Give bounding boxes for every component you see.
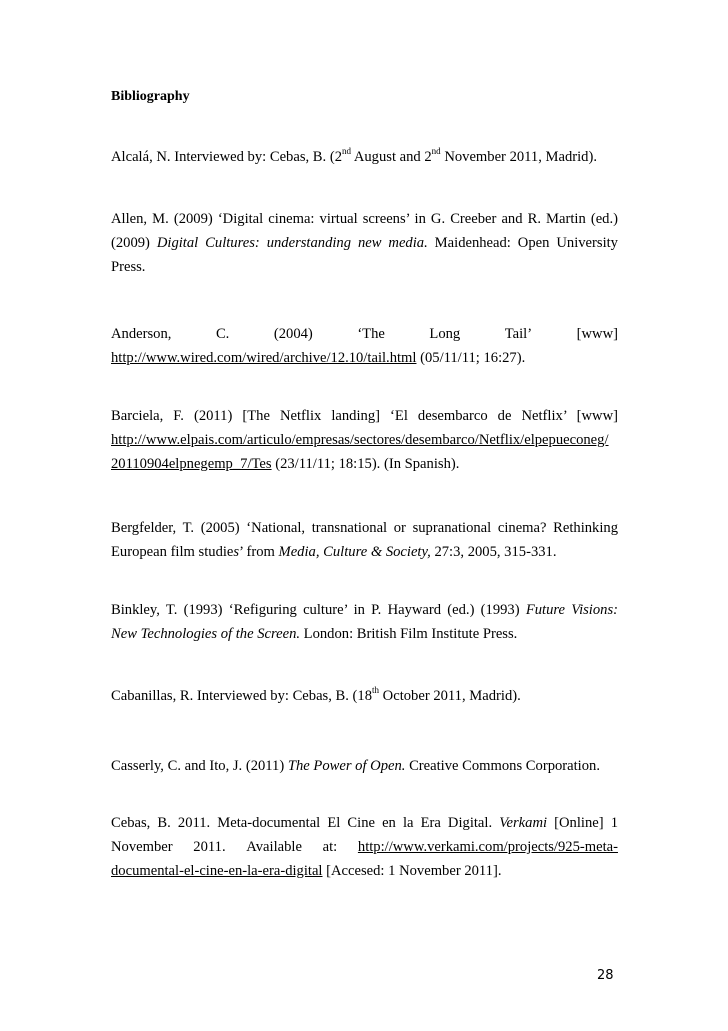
entry-word: Anderson, (111, 326, 172, 342)
superscript: th (372, 685, 380, 696)
barciela-url-link[interactable]: http://www.elpais.com/articulo/empresas/sectores/desembarco/Netflix/elpepueconeg/ (111, 432, 609, 448)
barciela-url-link-cont[interactable]: 20110904elpnegemp_7/Tes (111, 456, 272, 472)
cebas-url-link-cont[interactable]: documental-el-cine-en-la-era-digital (111, 863, 323, 879)
bib-entry-casserly (111, 754, 618, 778)
entry-text: Maidenhead: Open University Press. (111, 235, 618, 275)
entry-word: Long (429, 326, 461, 342)
entry-text: August and 2 (351, 149, 432, 165)
bib-entry-allen (111, 207, 618, 279)
book-title: The Power of Open. (287, 758, 406, 774)
entry-text: November 2011, Madrid). (440, 149, 597, 165)
book-title: Digital Cultures: understanding new media. (156, 235, 428, 251)
entry-word: November (111, 839, 173, 855)
superscript: nd (431, 146, 441, 157)
entry-text: Casserly, C. and Ito, J. (2011) (111, 758, 288, 774)
italic-letter: s (233, 544, 240, 560)
entry-word: Available (246, 839, 302, 855)
entry-text: [Accesed: 1 November 2011]. (322, 863, 502, 879)
bib-entry-cabanillas (111, 684, 618, 708)
justified-line (111, 835, 618, 859)
entry-word: Tail’ (504, 326, 533, 342)
entry-word: 2011. (193, 839, 226, 855)
entry-line (111, 811, 618, 835)
bibliography-heading: Bibliography (111, 89, 190, 104)
entry-text: Allen, M. (2009) ‘Digital cinema: virtual screens’ in G. Creeber and R. Martin (ed.) (2009) (111, 211, 618, 251)
entry-text: October 2011, Madrid). (379, 688, 521, 704)
entry-text: Cabanillas, R. Interviewed by: Cebas, B. (18 (111, 688, 373, 704)
cebas-url-link[interactable]: http://www.verkami.com/projects/925-meta- (357, 839, 618, 855)
bib-entry-bergfelder (111, 516, 618, 564)
entry-word: ‘The (357, 326, 385, 342)
journal-title: Media, Culture & Society, (278, 544, 431, 560)
bib-entry-binkley (111, 598, 618, 646)
entry-text: 27:3, 2005, 315-331. (430, 544, 557, 560)
entry-text: Barciela, F. (2011) [The Netflix landing] ‘El desembarco de Netflix’ [www] (111, 408, 618, 424)
entry-word: at: (322, 839, 338, 855)
bib-entry-cebas (111, 811, 618, 883)
entry-text: (05/11/11; 16:27). (416, 350, 526, 366)
entry-text: (23/11/11; 18:15). (In Spanish). (271, 456, 460, 472)
bib-entry-alcala (111, 145, 618, 169)
entry-text: Cebas, B. 2011. Meta-documental El Cine en la Era Digital. (111, 815, 500, 831)
bib-entry-barciela (111, 404, 618, 476)
entry-word: (2004) (273, 326, 313, 342)
entry-text: Bergfelder, T. (2005) ‘National, transnational or supranational cinema? Rethinking European film studie (111, 520, 618, 560)
entry-text: Binkley, T. (1993) ‘Refiguring culture’ in P. Hayward (ed.) (1993) (111, 602, 526, 618)
publication-title: Verkami (499, 815, 548, 831)
page-number: 28 (597, 968, 614, 983)
justified-line (111, 322, 618, 346)
anderson-url-link[interactable]: http://www.wired.com/wired/archive/12.10/tail.html (111, 350, 417, 366)
superscript: nd (342, 146, 351, 157)
entry-text: [Online] 1 (547, 815, 618, 831)
entry-text: Creative Commons Corporation. (405, 758, 600, 774)
book-title: Future Visions: New Technologies of the Screen. (111, 602, 618, 642)
bib-entry-anderson (111, 322, 618, 370)
entry-text: ’ from (239, 544, 279, 560)
entry-word: [www] (576, 326, 618, 342)
entry-text: Alcalá, N. Interviewed by: Cebas, B. (2 (111, 149, 342, 165)
entry-word: C. (215, 326, 230, 342)
entry-text: London: British Film Institute Press. (300, 626, 518, 642)
